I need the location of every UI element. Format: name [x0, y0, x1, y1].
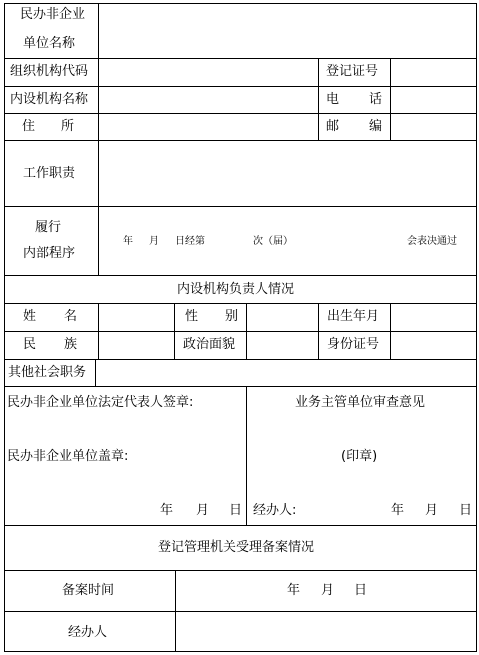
border-bottom	[4, 651, 477, 652]
org-code-label: 组织机构代码	[10, 64, 89, 79]
org-seal-label: 民办非企业单位盖章:	[7, 449, 129, 464]
rule-5	[4, 206, 477, 207]
right-month: 月	[425, 503, 439, 518]
address-label-b: 所	[61, 119, 75, 134]
seal-label: (印章)	[341, 449, 378, 464]
person-ethnic-label-a: 民	[23, 337, 37, 352]
person-name-label-a: 姓	[23, 309, 37, 324]
registry-title: 登记管理机关受理备案情况	[158, 540, 315, 555]
rule-8	[4, 331, 477, 332]
col-social	[95, 359, 96, 386]
registry-year: 年	[287, 583, 301, 598]
registry-day: 日	[354, 583, 368, 598]
person-political-label: 政治面貌	[183, 337, 236, 352]
phone-label-a: 电	[326, 92, 340, 107]
col-person-b	[246, 303, 247, 359]
rule-2	[4, 86, 477, 87]
legal-rep-sign-label: 民办非企业单位法定代表人签章:	[7, 395, 194, 410]
procedure-month: 月	[149, 236, 159, 247]
person-name-label-b: 名	[64, 309, 78, 324]
rule-10	[4, 386, 477, 387]
postcode-label-a: 邮	[326, 119, 340, 134]
left-year: 年	[160, 503, 174, 518]
registry-month: 月	[321, 583, 335, 598]
reg-cert-label: 登记证号	[326, 64, 379, 79]
rule-9	[4, 359, 477, 360]
phone-label-b: 话	[369, 92, 383, 107]
org-name-label-line2: 单位名称	[23, 36, 76, 51]
left-day: 日	[229, 503, 243, 518]
col-sign-divider	[246, 386, 247, 525]
procedure-label-line2: 内部程序	[23, 246, 76, 261]
registry-time-label: 备案时间	[62, 583, 115, 598]
social-duty-label: 其他社会职务	[8, 365, 87, 380]
rule-13	[4, 611, 477, 612]
rule-3	[4, 113, 477, 114]
procedure-day-passed: 日经第	[175, 236, 205, 247]
handler-label: 经办人:	[253, 503, 297, 518]
person-gender-label-a: 性	[185, 309, 199, 324]
col-registry-divider	[175, 570, 176, 652]
rule-1	[4, 58, 477, 59]
col-right-label	[318, 58, 319, 140]
col-right-value	[390, 58, 391, 140]
procedure-year: 年	[123, 236, 133, 247]
org-name-label-line1: 民办非企业	[20, 7, 86, 22]
rule-4	[4, 140, 477, 141]
procedure-label-line1: 履行	[35, 220, 62, 235]
rule-11	[4, 525, 477, 526]
rule-7	[4, 303, 477, 304]
procedure-passed: 会表决通过	[407, 236, 457, 247]
rule-6	[4, 275, 477, 276]
right-day: 日	[459, 503, 473, 518]
procedure-times: 次（届）	[253, 236, 293, 247]
left-month: 月	[196, 503, 210, 518]
border-top	[4, 3, 477, 4]
person-ethnic-label-b: 族	[64, 337, 78, 352]
registry-handler-label: 经办人	[68, 625, 108, 640]
internal-org-label: 内设机构名称	[10, 92, 89, 107]
border-right	[476, 3, 477, 652]
col-label-divider-2	[98, 303, 99, 359]
section-head-leader: 内设机构负责人情况	[177, 282, 295, 297]
right-year: 年	[391, 503, 405, 518]
col-person-a	[174, 303, 175, 359]
col-label-divider	[98, 3, 99, 275]
postcode-label-b: 编	[369, 119, 383, 134]
person-birth-label: 出生年月	[327, 309, 380, 324]
person-gender-label-b: 别	[225, 309, 239, 324]
rule-12	[4, 570, 477, 571]
review-title: 业务主管单位审查意见	[295, 395, 426, 410]
duties-label: 工作职责	[23, 166, 76, 181]
col-person-d	[390, 303, 391, 359]
border-left	[4, 3, 5, 652]
person-id-label: 身份证号	[327, 337, 380, 352]
col-person-c	[318, 303, 319, 359]
address-label-a: 住	[22, 119, 36, 134]
